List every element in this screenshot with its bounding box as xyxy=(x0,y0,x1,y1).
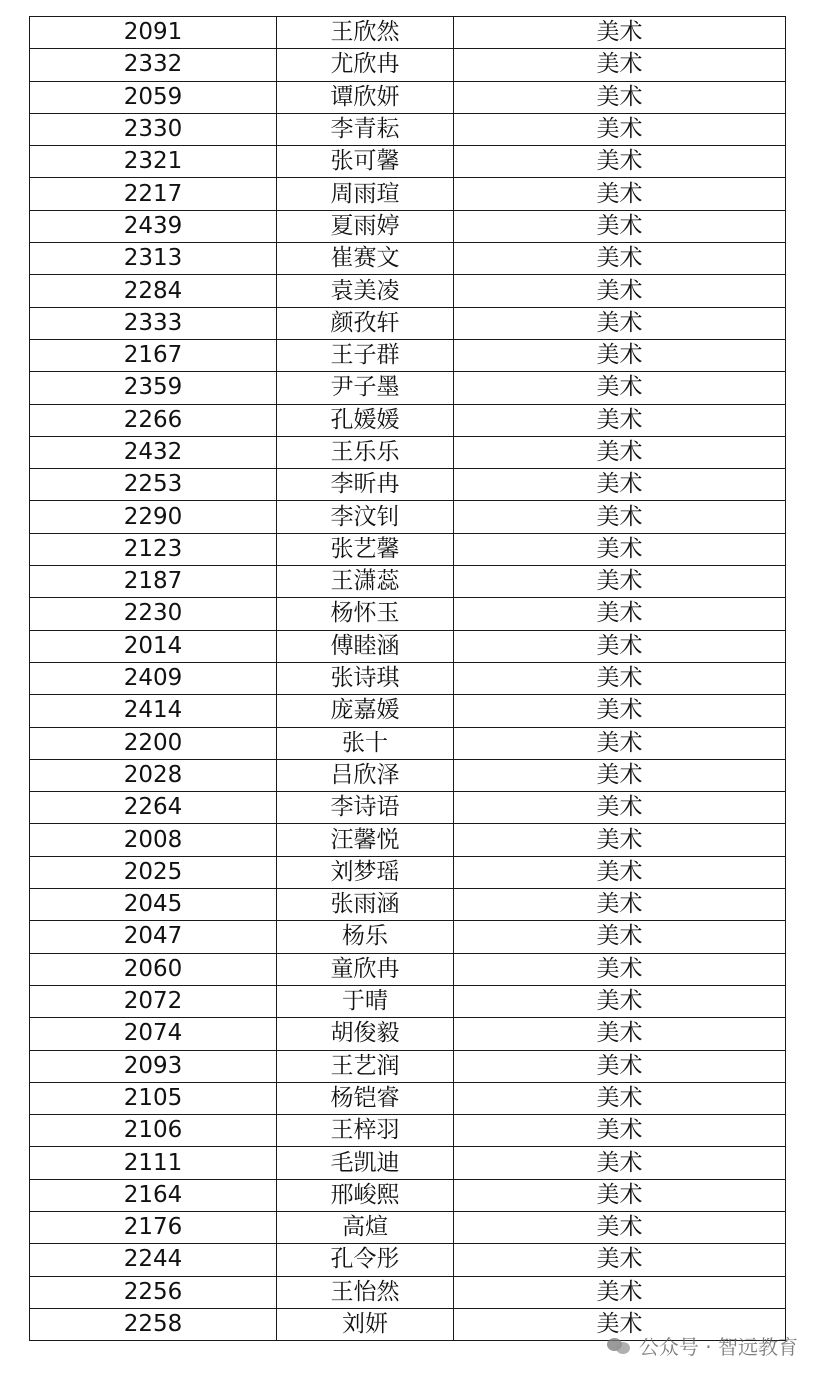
table-row xyxy=(30,469,786,501)
id-cell: 2439 xyxy=(30,210,277,242)
table-row xyxy=(30,501,786,533)
subject-cell: 美术 xyxy=(454,178,786,210)
subject-cell: 美术 xyxy=(454,1115,786,1147)
table-row xyxy=(30,792,786,824)
table-row xyxy=(30,824,786,856)
id-cell: 2253 xyxy=(30,469,277,501)
name-cell: 王乐乐 xyxy=(277,436,454,468)
subject-cell: 美术 xyxy=(454,1082,786,1114)
name-cell: 邢峻熙 xyxy=(277,1179,454,1211)
id-cell: 2164 xyxy=(30,1179,277,1211)
table-row xyxy=(30,566,786,598)
id-cell: 2014 xyxy=(30,630,277,662)
table-row xyxy=(30,146,786,178)
name-cell: 杨怀玉 xyxy=(277,598,454,630)
subject-cell: 美术 xyxy=(454,1050,786,1082)
table-row xyxy=(30,921,786,953)
id-cell: 2266 xyxy=(30,404,277,436)
subject-cell: 美术 xyxy=(454,759,786,791)
name-cell: 尤欣冉 xyxy=(277,49,454,81)
table-row xyxy=(30,727,786,759)
name-cell: 傅睦涵 xyxy=(277,630,454,662)
subject-cell: 美术 xyxy=(454,1276,786,1308)
id-cell: 2047 xyxy=(30,921,277,953)
student-table xyxy=(29,16,786,1341)
name-cell: 王梓羽 xyxy=(277,1115,454,1147)
name-cell: 张艺馨 xyxy=(277,533,454,565)
subject-cell: 美术 xyxy=(454,598,786,630)
table-row xyxy=(30,953,786,985)
id-cell: 2313 xyxy=(30,243,277,275)
name-cell: 毛凯迪 xyxy=(277,1147,454,1179)
name-cell: 汪馨悦 xyxy=(277,824,454,856)
name-cell: 张可馨 xyxy=(277,146,454,178)
table-row xyxy=(30,1050,786,1082)
table-row xyxy=(30,404,786,436)
table-body xyxy=(30,17,786,1341)
id-cell: 2123 xyxy=(30,533,277,565)
name-cell: 刘梦瑶 xyxy=(277,856,454,888)
id-cell: 2290 xyxy=(30,501,277,533)
table-row xyxy=(30,49,786,81)
table-row xyxy=(30,1147,786,1179)
table-row xyxy=(30,1115,786,1147)
table-row xyxy=(30,598,786,630)
name-cell: 李诗语 xyxy=(277,792,454,824)
subject-cell: 美术 xyxy=(454,695,786,727)
id-cell: 2264 xyxy=(30,792,277,824)
id-cell: 2167 xyxy=(30,339,277,371)
id-cell: 2321 xyxy=(30,146,277,178)
subject-cell: 美术 xyxy=(454,49,786,81)
table-row xyxy=(30,17,786,49)
subject-cell: 美术 xyxy=(454,1211,786,1243)
table-row xyxy=(30,275,786,307)
table-row xyxy=(30,81,786,113)
subject-cell: 美术 xyxy=(454,533,786,565)
name-cell: 张诗琪 xyxy=(277,662,454,694)
name-cell: 李青耘 xyxy=(277,113,454,145)
table-row xyxy=(30,178,786,210)
table-row xyxy=(30,759,786,791)
name-cell: 王艺润 xyxy=(277,1050,454,1082)
table-row xyxy=(30,1082,786,1114)
table-row xyxy=(30,1018,786,1050)
id-cell: 2093 xyxy=(30,1050,277,1082)
table-row xyxy=(30,436,786,468)
id-cell: 2284 xyxy=(30,275,277,307)
table-row xyxy=(30,1211,786,1243)
id-cell: 2074 xyxy=(30,1018,277,1050)
name-cell: 崔赛文 xyxy=(277,243,454,275)
name-cell: 王子群 xyxy=(277,339,454,371)
subject-cell: 美术 xyxy=(454,1147,786,1179)
subject-cell: 美术 xyxy=(454,404,786,436)
subject-cell: 美术 xyxy=(454,921,786,953)
name-cell: 高煊 xyxy=(277,1211,454,1243)
id-cell: 2028 xyxy=(30,759,277,791)
subject-cell: 美术 xyxy=(454,856,786,888)
name-cell: 袁美凌 xyxy=(277,275,454,307)
name-cell: 庞嘉媛 xyxy=(277,695,454,727)
subject-cell: 美术 xyxy=(454,824,786,856)
id-cell: 2111 xyxy=(30,1147,277,1179)
subject-cell: 美术 xyxy=(454,17,786,49)
name-cell: 周雨瑄 xyxy=(277,178,454,210)
subject-cell: 美术 xyxy=(454,1018,786,1050)
id-cell: 2414 xyxy=(30,695,277,727)
name-cell: 童欣冉 xyxy=(277,953,454,985)
table-row xyxy=(30,695,786,727)
subject-cell: 美术 xyxy=(454,1244,786,1276)
id-cell: 2176 xyxy=(30,1211,277,1243)
subject-cell: 美术 xyxy=(454,146,786,178)
name-cell: 王潇蕊 xyxy=(277,566,454,598)
name-cell: 颜孜轩 xyxy=(277,307,454,339)
id-cell: 2200 xyxy=(30,727,277,759)
id-cell: 2432 xyxy=(30,436,277,468)
name-cell: 李昕冉 xyxy=(277,469,454,501)
id-cell: 2072 xyxy=(30,985,277,1017)
subject-cell: 美术 xyxy=(454,210,786,242)
subject-cell: 美术 xyxy=(454,566,786,598)
id-cell: 2187 xyxy=(30,566,277,598)
table-row xyxy=(30,630,786,662)
name-cell: 张十 xyxy=(277,727,454,759)
subject-cell: 美术 xyxy=(454,501,786,533)
id-cell: 2332 xyxy=(30,49,277,81)
id-cell: 2256 xyxy=(30,1276,277,1308)
table-row xyxy=(30,985,786,1017)
subject-cell: 美术 xyxy=(454,889,786,921)
subject-cell: 美术 xyxy=(454,1308,786,1340)
id-cell: 2008 xyxy=(30,824,277,856)
name-cell: 胡俊毅 xyxy=(277,1018,454,1050)
watermark xyxy=(607,1331,798,1360)
id-cell: 2330 xyxy=(30,113,277,145)
subject-cell: 美术 xyxy=(454,81,786,113)
subject-cell: 美术 xyxy=(454,985,786,1017)
name-cell: 张雨涵 xyxy=(277,889,454,921)
id-cell: 2409 xyxy=(30,662,277,694)
subject-cell: 美术 xyxy=(454,662,786,694)
table-row xyxy=(30,1276,786,1308)
name-cell: 尹子墨 xyxy=(277,372,454,404)
name-cell: 杨铠睿 xyxy=(277,1082,454,1114)
subject-cell: 美术 xyxy=(454,243,786,275)
id-cell: 2059 xyxy=(30,81,277,113)
id-cell: 2106 xyxy=(30,1115,277,1147)
table-row xyxy=(30,856,786,888)
table-row xyxy=(30,243,786,275)
id-cell: 2333 xyxy=(30,307,277,339)
id-cell: 2359 xyxy=(30,372,277,404)
id-cell: 2244 xyxy=(30,1244,277,1276)
table-row xyxy=(30,339,786,371)
subject-cell: 美术 xyxy=(454,469,786,501)
name-cell: 孔令彤 xyxy=(277,1244,454,1276)
id-cell: 2060 xyxy=(30,953,277,985)
table-row xyxy=(30,662,786,694)
table-row xyxy=(30,372,786,404)
table-row xyxy=(30,210,786,242)
watermark-text: 公众号 · 智远教育 xyxy=(638,1335,798,1359)
name-cell: 夏雨婷 xyxy=(277,210,454,242)
table-row xyxy=(30,889,786,921)
table-row xyxy=(30,1179,786,1211)
table-row xyxy=(30,533,786,565)
id-cell: 2025 xyxy=(30,856,277,888)
id-cell: 2217 xyxy=(30,178,277,210)
name-cell: 王怡然 xyxy=(277,1276,454,1308)
subject-cell: 美术 xyxy=(454,113,786,145)
name-cell: 吕欣泽 xyxy=(277,759,454,791)
subject-cell: 美术 xyxy=(454,307,786,339)
id-cell: 2045 xyxy=(30,889,277,921)
id-cell: 2105 xyxy=(30,1082,277,1114)
subject-cell: 美术 xyxy=(454,1179,786,1211)
name-cell: 杨乐 xyxy=(277,921,454,953)
subject-cell: 美术 xyxy=(454,372,786,404)
table-row xyxy=(30,307,786,339)
id-cell: 2258 xyxy=(30,1308,277,1340)
name-cell: 孔媛媛 xyxy=(277,404,454,436)
table-row xyxy=(30,113,786,145)
subject-cell: 美术 xyxy=(454,727,786,759)
subject-cell: 美术 xyxy=(454,436,786,468)
name-cell: 王欣然 xyxy=(277,17,454,49)
subject-cell: 美术 xyxy=(454,275,786,307)
subject-cell: 美术 xyxy=(454,792,786,824)
subject-cell: 美术 xyxy=(454,953,786,985)
subject-cell: 美术 xyxy=(454,630,786,662)
name-cell: 李汶钊 xyxy=(277,501,454,533)
name-cell: 于晴 xyxy=(277,985,454,1017)
id-cell: 2091 xyxy=(30,17,277,49)
table-row xyxy=(30,1244,786,1276)
name-cell: 刘妍 xyxy=(277,1308,454,1340)
name-cell: 谭欣妍 xyxy=(277,81,454,113)
id-cell: 2230 xyxy=(30,598,277,630)
wechat-icon xyxy=(607,1335,633,1357)
subject-cell: 美术 xyxy=(454,339,786,371)
